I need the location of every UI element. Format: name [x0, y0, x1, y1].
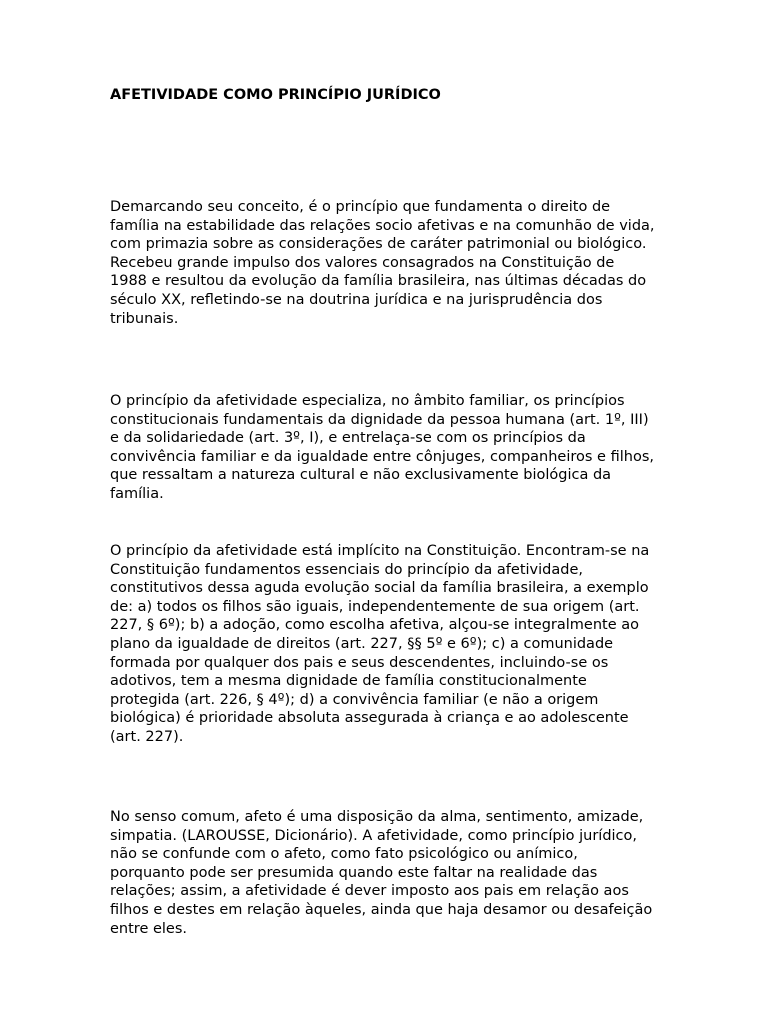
- paragraph-common-sense: No senso comum, afeto é uma disposição da alma, sentimento, amizade, simpatia. (LAROUSSE, Dicionário). A afetividade, como princípio jurídico, não se confunde com o afeto, como fato psicológico ou anímico, porquanto pode ser presumida quando este faltar na realidade das relações; assim, a afetividade é dever imposto aos pais em relação aos filhos e destes em relação àqueles, ainda que haja desamor ou desafeição entre eles.: [110, 809, 653, 937]
- paragraph-constitutional-principles: O princípio da afetividade especializa, no âmbito familiar, os princípios constitucionais fundamentais da dignidade da pessoa humana (art. 1º, III) e da solidariedade (art. 3º, I), e entrelaça-se com os princípios da convivência familiar e da igualdade entre cônjuges, companheiros e filhos, que ressaltam a natureza cultural e não exclusivamente biológica da família.: [110, 393, 654, 502]
- paragraph-concept: Demarcando seu conceito, é o princípio que fundamenta o direito de família na estabilidade das relações socio afetivas e na comunhão de vida, com primazia sobre as considerações de caráter patrimonial ou biológico. Recebeu grande impulso dos valores consagrados na Constituição de 1988 e resultou da evolução da família brasileira, nas últimas décadas do século XX, refletindo-se na doutrina jurídica e na jurisprudência dos tribunais.: [110, 199, 655, 327]
- document-title: AFETIVIDADE COMO PRINCÍPIO JURÍDICO: [110, 87, 441, 103]
- paragraph-implicit-in-constitution: O princípio da afetividade está implícito na Constituição. Encontram-se na Constituição fundamentos essenciais do princípio da afetividade, constitutivos dessa aguda evolução social da família brasileira, a exemplo de: a) todos os filhos são iguais, independentemente de sua origem (art. 227, § 6º); b) a adoção, como escolha afetiva, alçou-se integralmente ao plano da igualdade de direitos (art. 227, §§ 5º e 6º); c) a comunidade formada por qualquer dos pais e seus descendentes, incluindo-se os adotivos, tem a mesma dignidade de família constitucionalmente protegida (art. 226, § 4º); d) a convivência familiar (e não a origem biológica) é prioridade absoluta assegurada à criança e ao adolescente (art. 227).: [110, 543, 650, 745]
